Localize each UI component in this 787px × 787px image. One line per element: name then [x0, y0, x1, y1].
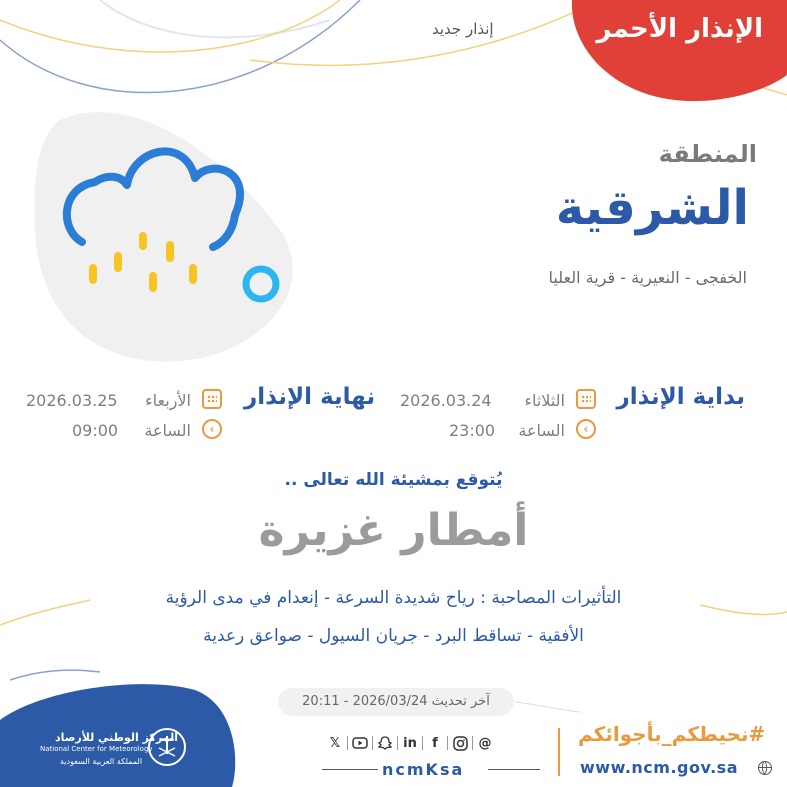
divider [372, 736, 373, 750]
region-name: الشرقية [555, 180, 749, 236]
divider [347, 736, 348, 750]
linkedin-icon[interactable]: in [403, 735, 417, 751]
org-name-english: National Center for Meteorology [40, 745, 153, 753]
calendar-icon [202, 389, 222, 409]
x-icon[interactable]: 𝕏 [329, 735, 341, 751]
website-link[interactable]: www.ncm.gov.sa [580, 758, 738, 777]
instagram-icon[interactable] [451, 734, 469, 752]
snapchat-icon[interactable] [376, 734, 394, 752]
youtube-icon[interactable] [351, 734, 369, 752]
end-date: 2026.03.25 [26, 391, 118, 410]
org-country: المملكة العربية السعودية [60, 757, 143, 766]
region-label: المنطقة [658, 140, 757, 168]
divider [322, 769, 378, 770]
social-handle[interactable]: ncmKsa [382, 760, 465, 779]
divider [422, 736, 423, 750]
globe-icon [758, 761, 772, 775]
cities-list: الخفجى - النعيرية - قرية العليا [548, 268, 747, 287]
hashtag: #نحيطكم_بأجوائكم [578, 722, 766, 746]
divider [472, 736, 473, 750]
warning-end-title: نهاية الإنذار [244, 384, 376, 410]
org-name-arabic: المركز الوطني للأرصاد [55, 731, 179, 744]
new-warning-label: إنذار جديد [432, 20, 494, 38]
divider [447, 736, 448, 750]
calendar-icon [576, 389, 596, 409]
start-time: 23:00 [449, 421, 496, 440]
divider [397, 736, 398, 750]
threads-icon[interactable]: @ [478, 735, 492, 751]
social-icons-row [326, 733, 494, 753]
start-date: 2026.03.24 [400, 391, 492, 410]
warning-start-title: بداية الإنذار [616, 384, 745, 410]
start-time-label: الساعة [518, 421, 565, 440]
last-update-pill: آخر تحديث 2026/03/24 - 20:11 [278, 688, 514, 716]
clock-icon: ‹ [576, 419, 596, 439]
forecast-intro: يُتوقع بمشيئة الله تعالى .. [284, 470, 503, 490]
effects-line-2: الأفقية - تساقط البرد - جريان السيول - صواعق رعدية [203, 626, 584, 646]
rain-cloud-icon [55, 130, 290, 310]
start-day: الثلاثاء [524, 391, 565, 410]
divider [488, 769, 540, 770]
red-warning-badge: الإنذار الأحمر [596, 14, 763, 44]
end-time: 09:00 [72, 421, 119, 440]
effects-line-1: التأثيرات المصاحبة : رياح شديدة السرعة - إنعدام في مدى الرؤية [165, 588, 622, 608]
footer-divider [558, 728, 560, 776]
clock-icon: ‹ [202, 419, 222, 439]
forecast-headline: أمطار غزيرة [258, 505, 529, 556]
end-day: الأربعاء [145, 391, 191, 410]
end-time-label: الساعة [144, 421, 191, 440]
facebook-icon[interactable]: f [432, 735, 438, 751]
